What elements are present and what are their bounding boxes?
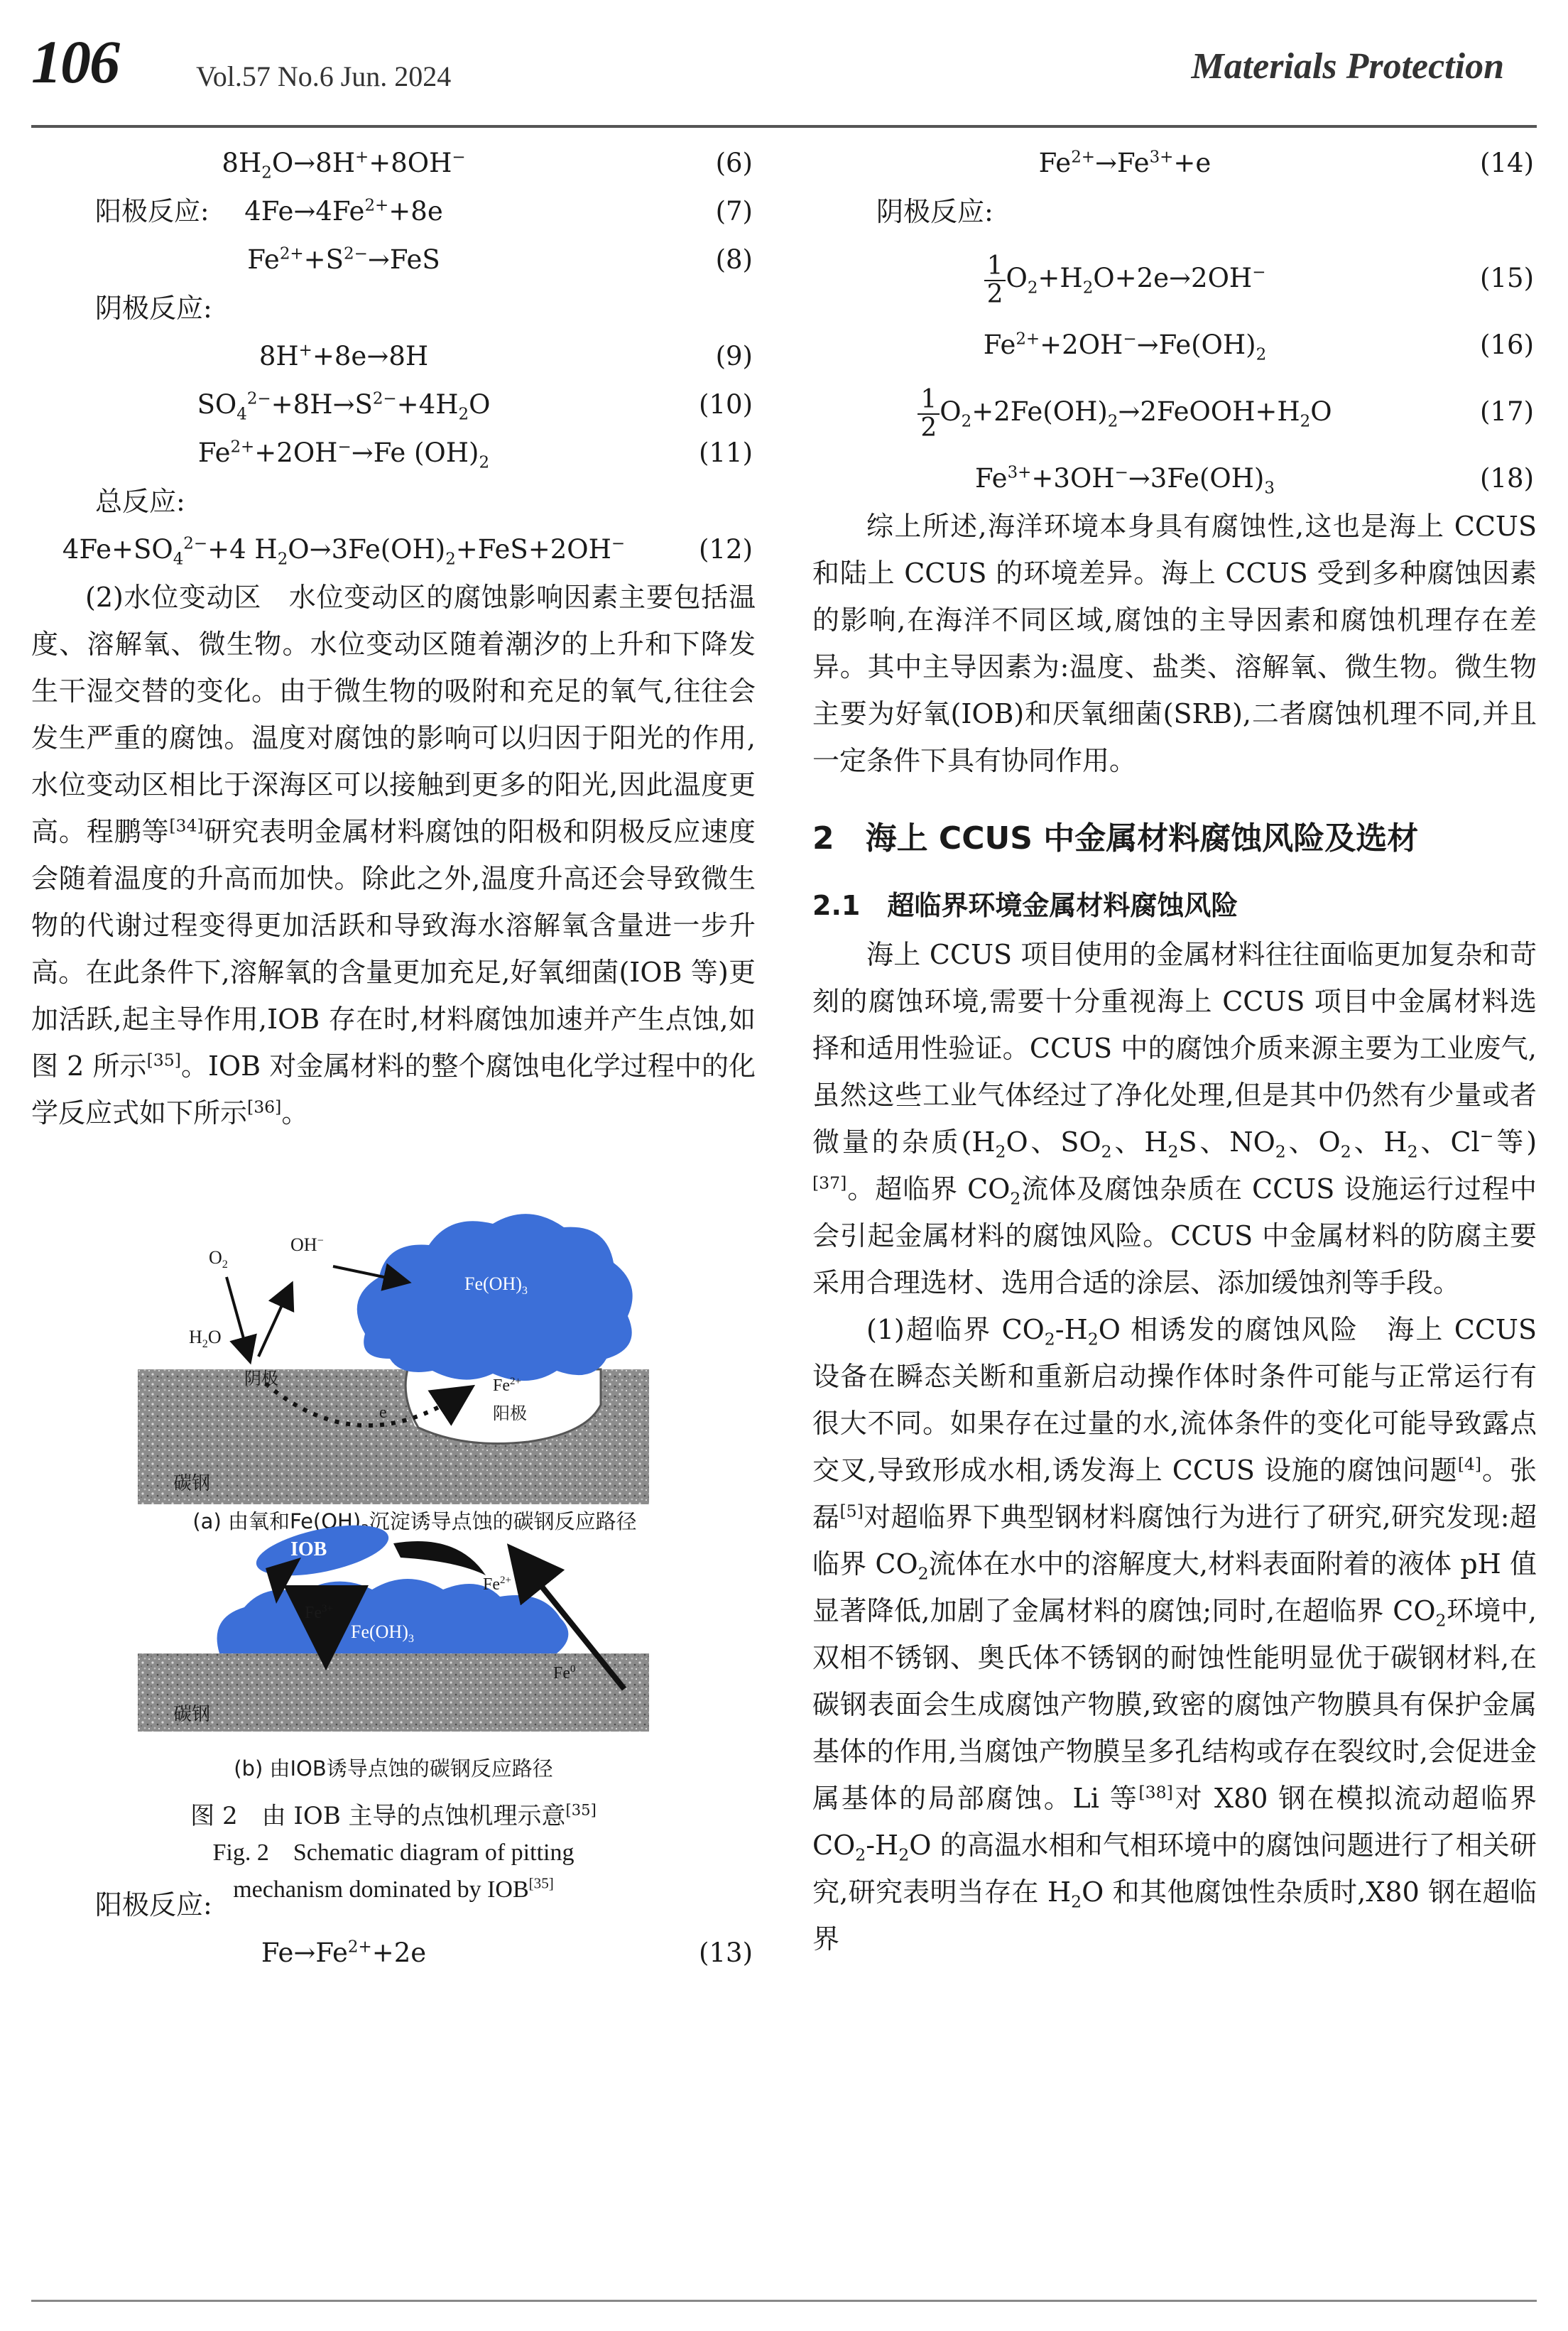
equation-formula: $SO_4^{2-}+8H\to S^{2-}+4H_2O$: [197, 389, 491, 424]
equation-number: (12): [699, 534, 753, 565]
equation-number: (18): [1480, 463, 1534, 494]
equation-13: [31, 1929, 756, 1977]
fe-oh3-label-b: $Fe(OH)_3$: [351, 1621, 414, 1646]
fraction-denominator: 2: [986, 279, 1003, 309]
equation-number: (7): [715, 196, 753, 227]
equation-formula: $Fe^{2+}+2OH^-\to Fe(OH)_2$: [983, 330, 1267, 364]
anode-label-a: 阳极: [493, 1403, 527, 1423]
equation-formula-wrapper: [812, 369, 1437, 455]
equation-7: [31, 188, 756, 236]
steel-label-a: 碳钢: [173, 1473, 211, 1494]
equation-6: [31, 139, 756, 188]
cathode-label-a: 阴极: [244, 1369, 278, 1389]
paragraph-co2-h2o-phase: (1)超临界 $CO_2-H_2O$ 相诱发的腐蚀风险 海上 CCUS 设备在瞬态关断和重新启动操作体时条件可能与正常运行有很大不同。如果存在过量的水,流体条件的变化可能导致露点交叉,导致形成水相,诱发海上 CCUS 设施的腐蚀问题[4]。张磊[5]对超临界下典型钢材料腐蚀行为进行了研究,研究发现:超临界 $CO_2$流体在水中的溶解度大,材料表面附着的液体 pH 值显著降低,加剧了金属材料的腐蚀;同时,在超临界 $CO_2$环境中,双相不锈钢、奥氏体不锈钢的耐蚀性能明显优于碳钢材料,在碳钢表面会生成腐蚀产物膜,致密的腐蚀产物膜具有保护金属基体的作用,当腐蚀产物膜呈多孔结构或存在裂纹时,会促进金属基体的局部腐蚀。Li 等[38]对 X80 钢在模拟流动超临界 $CO_2-H_2O$ 的高温水相和气相环境中的腐蚀问题进行了相关研究,研究表明当存在 $H_2O$ 和其他腐蚀性杂质时,X80 钢在超临界: [812, 1314, 1537, 1955]
header-rule: [31, 125, 1537, 128]
equation-number: (14): [1480, 148, 1534, 178]
fraction-numerator: 1: [984, 253, 1006, 281]
equation-number: (6): [715, 148, 753, 178]
equation-number: (9): [715, 341, 753, 371]
page-number: 106: [31, 28, 119, 96]
volume-info: Vol.57 No.6 Jun. 2024: [196, 60, 452, 92]
anode-label: 阳极反应:: [95, 196, 209, 227]
equation-formula: $Fe^{2+}\to Fe^{3+}+e$: [1038, 148, 1212, 178]
paragraph-summary: 综上所述,海洋环境本身具有腐蚀性,这也是海上 CCUS 和陆上 CCUS 的环境差异。海上 CCUS 受到多种腐蚀因素的影响,在海洋不同区域,腐蚀的主导因素和腐蚀机理存在差异。其中主导因素为:温度、盐类、溶解氧、微生物。微生物主要为好氧(IOB)和厌氧细菌(SRB),二者腐蚀机理不同,并且一定条件下具有协同作用。: [812, 511, 1537, 776]
equation-formula: 8H++8e→8H: [258, 341, 429, 371]
equation-formula: $O_2+2Fe(OH)_2\to 2FeOOH+H_2O$: [940, 396, 1332, 431]
equation-formula: $Fe\to Fe^{2+}+2e$: [261, 1938, 427, 1968]
equation-15: [812, 236, 1537, 321]
equation-formula: $4Fe\to 4Fe^{2+}+8e$: [244, 196, 443, 227]
figure-2-diagram: [31, 1163, 756, 1746]
equation-16: [812, 321, 1537, 369]
equation-number: (10): [699, 389, 753, 420]
electron-label-a: e: [379, 1403, 387, 1422]
equation-formula: $Fe^{2+}+2OH^-\to Fe$ $(OH)_2$: [197, 438, 490, 472]
fe2-label-b: $Fe^{2+}$: [483, 1575, 511, 1594]
equation-17: [812, 369, 1537, 455]
fraction-numerator: 1: [918, 386, 940, 415]
iob-label: IOB: [290, 1538, 327, 1560]
equation-formula: $O_2+H_2O+2e\to 2OH^-$: [1006, 263, 1266, 298]
left-column: [31, 139, 756, 1977]
journal-title: Materials Protection: [1191, 46, 1504, 87]
total-reaction-label: 总反应:: [95, 486, 185, 517]
equation-number: (17): [1480, 396, 1534, 427]
anode-label: 阳极反应:: [95, 1889, 212, 1920]
paragraph-water-level-zone: (2)水位变动区 水位变动区的腐蚀影响因素主要包括温度、溶解氧、微生物。水位变动区随着潮汐的上升和下降发生干湿交替的变化。由于微生物的吸附和充足的氧气,往往会发生严重的腐蚀。温度对腐蚀的影响可以归因于阳光的作用,水位变动区相比于深海区可以接触到更多的阳光,因此温度更高。程鹏等[34]研究表明金属材料腐蚀的阳极和阴极反应速度会随着温度的升高而加快。除此之外,温度升高还会导致微生物的代谢过程变得更加活跃和导致海水溶解氧含量进一步升高。在此条件下,溶解氧的含量更加充足,好氧细菌(IOB 等)更加活跃,起主导作用,IOB 存在时,材料腐蚀加速并产生点蚀,如图 2 所示[35]。IOB 对金属材料的整个腐蚀电化学过程中的化学反应式如下所示[36]。: [31, 582, 756, 1129]
fe0-label-b: Fe$^0$: [553, 1664, 576, 1683]
o2-label-a: $O_2$: [209, 1247, 228, 1271]
equation-number: (11): [699, 438, 753, 468]
figure-caption-en-2: mechanism dominated by IOB[35]: [233, 1874, 554, 1903]
figure-2: [31, 1163, 756, 1903]
h2o-label-a: $H_2O$: [189, 1327, 222, 1351]
fraction-half: [984, 253, 1006, 308]
paragraph-supercritical-risk: 海上 CCUS 项目使用的金属材料往往面临更加复杂和苛刻的腐蚀环境,需要十分重视海上 CCUS 项目中金属材料选择和适用性验证。CCUS 中的腐蚀介质来源主要为工业废气,虽然这些工业气体经过了净化处理,但是其中仍然有少量或者微量的杂质($H_2O$、$SO_2$、$H_2S$、$NO_2$、$O_2$、$H_2$、Cl−等)[37]。超临界 $CO_2$流体及腐蚀杂质在 CCUS 设施运行过程中会引起金属材料的腐蚀风险。CCUS 中金属材料的防腐主要采用合理选材、选用合适的涂层、添加缓蚀剂等手段。: [812, 939, 1537, 1298]
fraction-half: [918, 386, 940, 442]
fe3-label-b: $Fe^{3+}$: [305, 1604, 333, 1622]
section-heading-2-1: 2.1 超临界环境金属材料腐蚀风险: [812, 890, 1238, 921]
oh-label-a: OH−: [290, 1234, 324, 1255]
steel-label-b: 碳钢: [173, 1704, 211, 1725]
equation-11: [31, 429, 756, 477]
equation-formula-wrapper: [812, 236, 1437, 321]
equation-10: [31, 381, 756, 429]
equation-number: (16): [1480, 330, 1534, 360]
equation-9: [31, 332, 756, 381]
equation-formula: $Fe^{3+}+3OH^-\to 3Fe(OH)_3$: [975, 463, 1275, 498]
cathode-label: 阴极反应:: [95, 293, 212, 324]
equation-formula: $4Fe+SO_4^{2-}+4$ $H_2O\to 3Fe(OH)_2+FeS+2OH^-$: [62, 534, 626, 569]
equation-14: [812, 139, 1537, 188]
footer-rule: [31, 2300, 1537, 2302]
equation-18: [812, 455, 1537, 503]
right-column: [812, 139, 1537, 1962]
equation-8: [31, 236, 756, 284]
section-heading-2: 2 海上 CCUS 中金属材料腐蚀风险及选材: [812, 820, 1419, 857]
equation-number: (13): [699, 1938, 753, 1968]
cathode-label: 阴极反应:: [876, 196, 993, 227]
figure-caption-en-1: Fig. 2 Schematic diagram of pitting: [212, 1840, 575, 1866]
equation-12: [31, 526, 756, 574]
figure-caption-cn: 图 2 由 IOB 主导的点蚀机理示意[35]: [190, 1800, 597, 1830]
equation-number: (15): [1480, 263, 1534, 293]
equation-number: (8): [715, 244, 753, 275]
equation-formula: $8H_2O\to 8H^++8OH^-$: [222, 148, 466, 183]
fe-oh3-label-a: $Fe(OH)_3$: [464, 1273, 528, 1298]
subcaption-a: (a) 由氧和Fe(OH) 沉淀诱导点蚀的碳钢反应路径: [192, 1509, 637, 1533]
fraction-denominator: 2: [920, 413, 937, 442]
subcaption-b: (b) 由IOB诱导点蚀的碳钢反应路径: [234, 1756, 553, 1781]
fe2-label-a: $Fe^{2+}$: [493, 1376, 521, 1395]
equation-formula: $Fe^{2+}+S^{2-}\to FeS$: [247, 244, 440, 275]
